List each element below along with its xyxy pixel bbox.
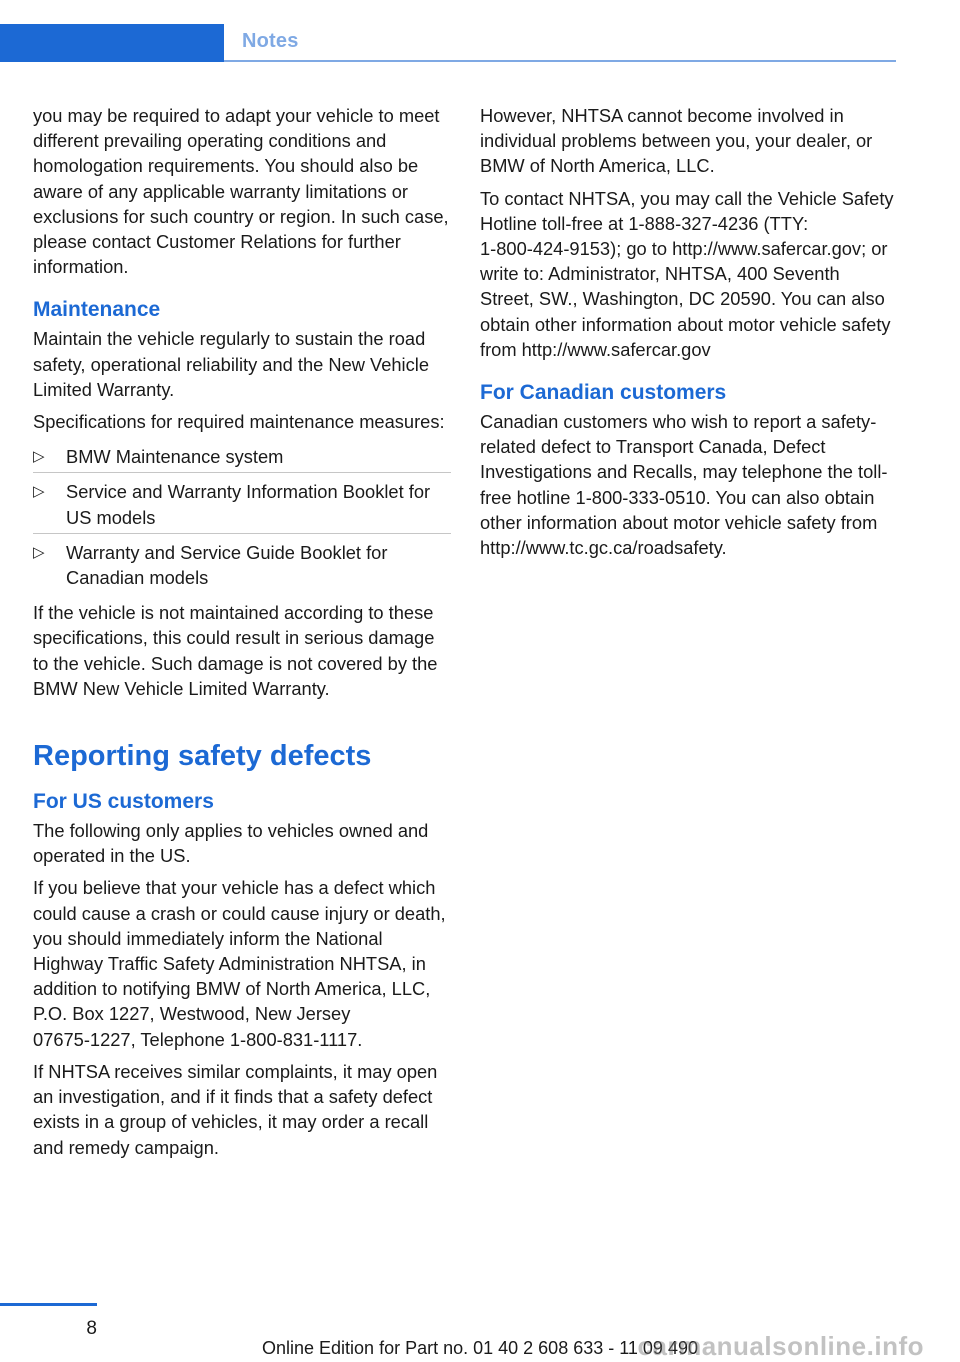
us-paragraph-1: The following only applies to vehicles owned and operated in the US. (33, 820, 429, 867)
left-column (33, 103, 451, 1167)
list-item-text: Warranty and Service Guide Booklet for Canadian models (66, 541, 388, 589)
list-item (33, 476, 451, 533)
page-number: 8 (86, 1318, 97, 1339)
canada-paragraph: Canadian customers who wish to report a safety-related defect to Transport Canada, Defect Investigations and Recalls, may telephone the toll-free hotline 1‑800‑333‑0510. You can also obtain other information about motor vehicle safety from http://www.tc.gc.ca/roadsafety. (480, 411, 888, 559)
nhtsa-paragraph-1: However, NHTSA cannot become involved in individual problems between you, your dealer, or BMW of North America, LLC. (480, 105, 873, 177)
reporting-heading: Reporting safety defects (33, 740, 372, 773)
nhtsa-paragraph-2: To contact NHTSA, you may call the Vehicle Safety Hotline toll-free at 1‑888‑327‑4236 (TTY: 1‑800‑424‑9153); go to http://www.safercar.gov; or write to: Administrator, NHTSA, 400 Seventh Street, SW., Washington, DC 20590. You can also obtain other information about motor vehicle safety from http://www.safercar.gov (480, 187, 894, 360)
triangle-bullet-icon: ▷ (33, 448, 45, 466)
us-customers-heading: For US customers (33, 790, 214, 814)
list-item-text: BMW Maintenance system (66, 446, 284, 468)
maintenance-heading: Maintenance (33, 298, 161, 322)
triangle-bullet-icon: ▷ (33, 543, 45, 561)
maintenance-paragraph-1: Maintain the vehicle regularly to sustain the road safety, operational reliability and the New Vehicle Limited Warranty. (33, 328, 429, 400)
header-divider (224, 60, 896, 62)
edition-footer: Online Edition for Part no. 01 40 2 608 633 - 11 09 490 (262, 1338, 698, 1358)
list-item (33, 537, 451, 593)
triangle-bullet-icon: ▷ (33, 483, 45, 501)
list-item (33, 441, 451, 473)
us-paragraph-3: If NHTSA receives similar complaints, it may open an investigation, and if it finds that a safety defect exists in a group of vehicles, it may order a recall and remedy campaign. (33, 1060, 438, 1158)
maintenance-paragraph-3: If the vehicle is not maintained according to these specifications, this could result in serious damage to the vehicle. Such damage is not covered by the BMW New Vehicle Limited Warranty. (33, 602, 438, 699)
maintenance-paragraph-2: Specifications for required maintenance measures: (33, 411, 445, 433)
right-column (480, 103, 898, 567)
list-item-text: Service and Warranty Information Booklet for US models (66, 481, 431, 528)
header-accent-bar (0, 24, 224, 62)
watermark-logo: carmanualsonline.info (637, 1331, 924, 1361)
footer-accent-line (0, 1303, 97, 1306)
maintenance-list (33, 441, 451, 593)
intro-paragraph: you may be required to adapt your vehicle to meet different prevailing operating conditions and homologation requirements. You should also be aware of any applicable warranty limitations or exclusions for such country or region. In such case, please contact Customer Relations for further information. (33, 105, 449, 278)
section-title: Notes (242, 30, 299, 52)
canadian-customers-heading: For Canadian customers (480, 381, 727, 405)
us-paragraph-2: If you believe that your vehicle has a defect which could cause a crash or could cause injury or death, you should immediately inform the National Highway Traffic Safety Administration NHTSA, in addition to notifying BMW of North America, LLC, P.O. Box 1227, Westwood, New Jersey 07675‑1227, Telephone 1‑800‑831‑1117. (33, 877, 446, 1050)
